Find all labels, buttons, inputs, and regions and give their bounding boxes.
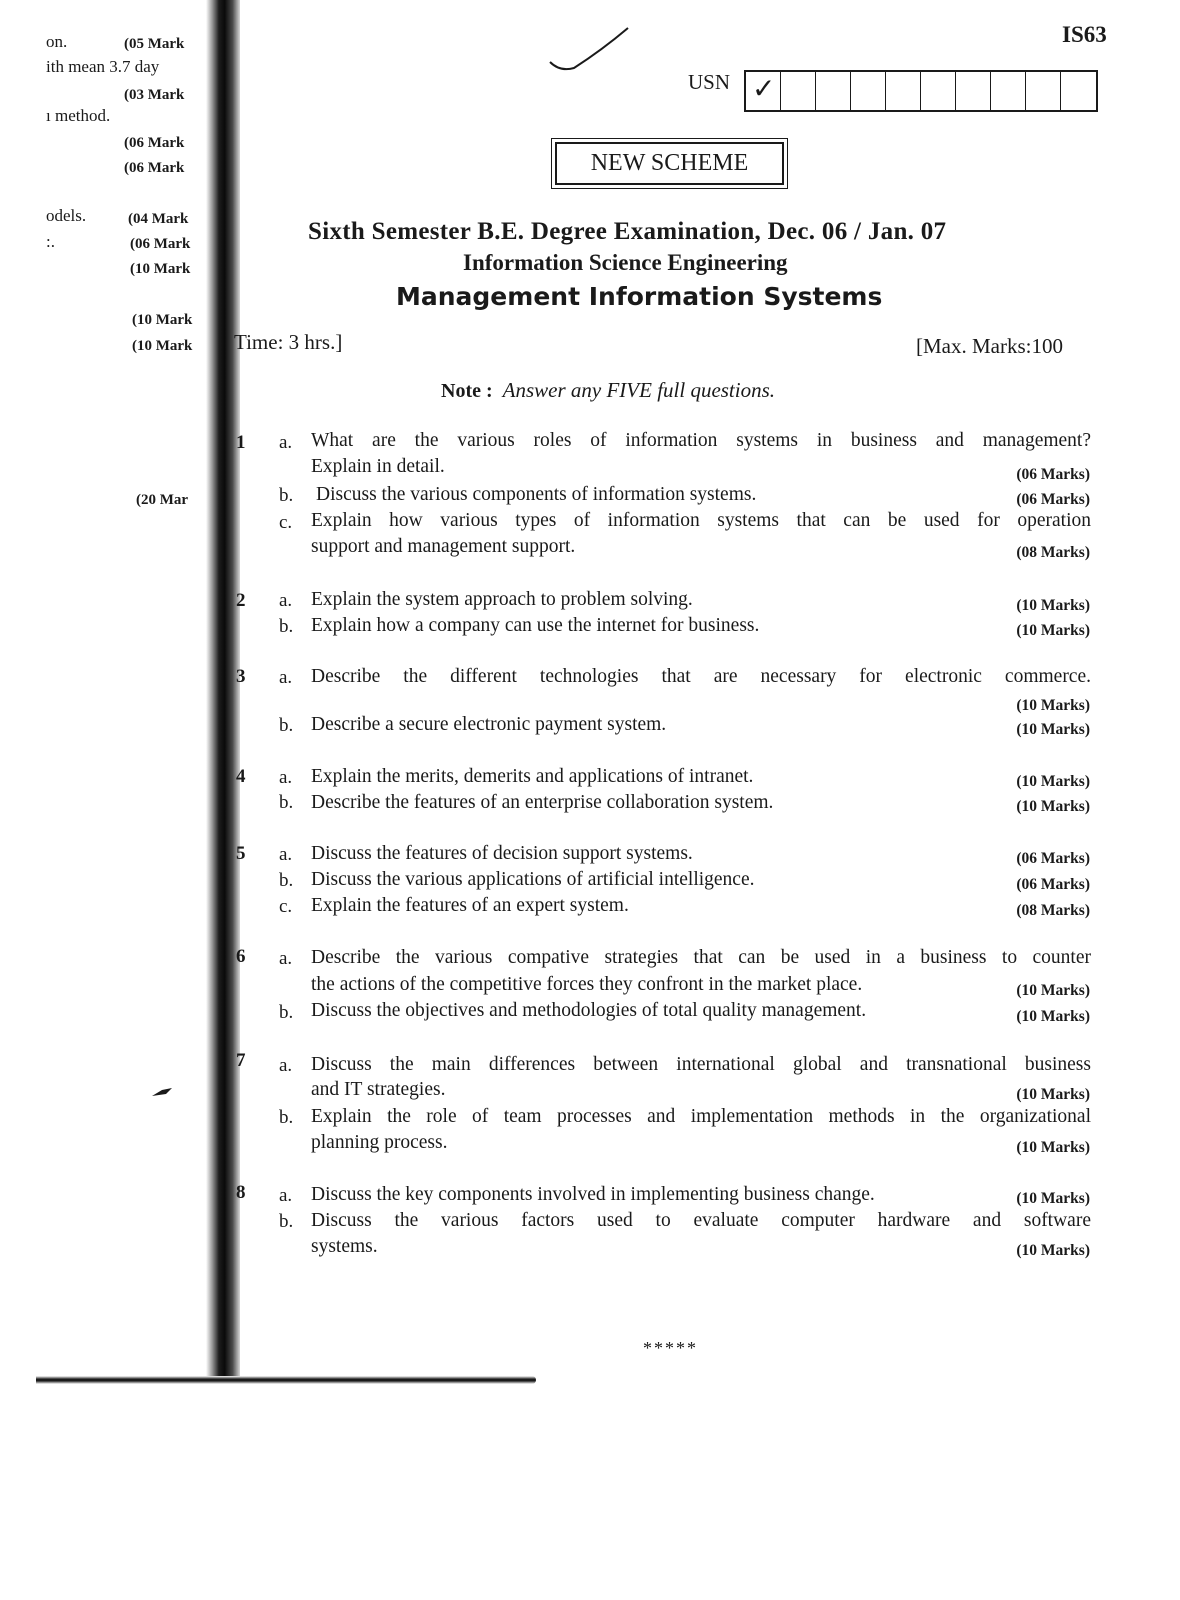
question-number: 7 <box>236 1050 246 1071</box>
part-letter: a. <box>279 667 293 688</box>
margin-text: ith mean 3.7 day <box>46 57 160 76</box>
question-text: Explain how various types of information systems that can be used for operation <box>311 510 1091 531</box>
margin-marks: (10 Mark <box>132 338 193 354</box>
marks-label: (06 Marks) <box>1016 491 1090 508</box>
question-text: Describe the features of an enterprise collaboration system. <box>311 792 774 813</box>
usn-cell[interactable] <box>921 72 956 110</box>
question-text: Explain the merits, demerits and applications of intranet. <box>311 766 754 787</box>
margin-marks: (06 Mark <box>130 236 191 252</box>
marks-label: (10 Marks) <box>1016 773 1090 790</box>
note-text: Answer any FIVE full questions. <box>502 378 776 402</box>
part-letter: b. <box>279 1107 294 1128</box>
margin-marks: (03 Mark <box>124 87 185 103</box>
margin-text: ı method. <box>46 106 111 125</box>
note <box>441 378 775 403</box>
note-label: Note : <box>441 380 493 402</box>
pen-mark-icon <box>150 1084 176 1100</box>
question-text: Discuss the main differences between international global and transnational business <box>311 1054 1091 1075</box>
exam-title: Sixth Semester B.E. Degree Examination, Dec. 06 / Jan. 07 <box>308 218 947 245</box>
question-text: Describe the various compative strategies that can be used in a business to counter <box>311 947 1091 968</box>
question-text: and IT strategies. <box>311 1079 446 1100</box>
question-number: 4 <box>236 766 246 787</box>
margin-marks: (05 Mark <box>124 36 185 52</box>
part-letter: a. <box>279 948 293 969</box>
marks-label: (08 Marks) <box>1016 544 1090 561</box>
marks-label: (10 Marks) <box>1016 1086 1090 1103</box>
part-letter: b. <box>279 485 294 506</box>
marks-label: (10 Marks) <box>1016 697 1090 714</box>
usn-boxes[interactable] <box>744 70 1098 112</box>
usn-cell[interactable] <box>781 72 816 110</box>
question-text: Explain the role of team processes and implementation methods in the organizational <box>311 1106 1091 1127</box>
part-letter: a. <box>279 432 293 453</box>
subject-title: Management Information Systems <box>396 282 883 311</box>
question-text: planning process. <box>311 1132 448 1153</box>
usn-cell[interactable] <box>851 72 886 110</box>
marks-label: (10 Marks) <box>1016 1008 1090 1025</box>
branch-title: Information Science Engineering <box>463 250 788 275</box>
margin-text: odels. <box>46 206 87 225</box>
marks-label: (10 Marks) <box>1016 1190 1090 1207</box>
question-text: Describe the different technologies that are necessary for electronic commerce. <box>311 666 1091 687</box>
part-letter: b. <box>279 1002 294 1023</box>
question-text: systems. <box>311 1236 378 1257</box>
question-number: 6 <box>236 946 246 967</box>
marks-label: (08 Marks) <box>1016 902 1090 919</box>
question-text: What are the various roles of information systems in business and management? <box>311 430 1091 451</box>
max-marks-label: [Max. Marks:100 <box>916 334 1063 358</box>
question-text: Discuss the various factors used to evaluate computer hardware and software <box>311 1210 1091 1231</box>
part-letter: b. <box>279 1211 294 1232</box>
usn-cell[interactable] <box>991 72 1026 110</box>
question-text: Explain the system approach to problem solving. <box>311 589 693 610</box>
marks-label: (10 Marks) <box>1016 721 1090 738</box>
part-letter: a. <box>279 767 293 788</box>
part-letter: c. <box>279 512 293 533</box>
margin-text: on. <box>46 32 68 51</box>
margin-marks: (10 Mark <box>130 261 191 277</box>
question-text: Explain in detail. <box>311 456 445 477</box>
question-number: 2 <box>236 590 246 611</box>
usn-cell[interactable] <box>1061 72 1096 110</box>
question-text: Explain how a company can use the internet for business. <box>311 615 760 636</box>
binding-shadow-tail <box>36 1376 536 1384</box>
usn-cell[interactable] <box>956 72 991 110</box>
usn-cell[interactable] <box>1026 72 1061 110</box>
marks-label: (06 Marks) <box>1016 850 1090 867</box>
question-text: the actions of the competitive forces they confront in the market place. <box>311 974 863 995</box>
end-stars: ***** <box>643 1338 698 1358</box>
paper-code: IS63 <box>1062 22 1107 47</box>
question-number: 1 <box>236 432 246 453</box>
usn-label: USN <box>688 70 731 94</box>
usn-cell[interactable] <box>816 72 851 110</box>
margin-marks: (06 Mark <box>124 135 185 151</box>
tick-mark-icon <box>548 26 632 74</box>
question-text: Discuss the various applications of artificial intelligence. <box>311 869 755 890</box>
marks-label: (10 Marks) <box>1016 1242 1090 1259</box>
margin-marks: (06 Mark <box>124 160 185 176</box>
part-letter: b. <box>279 616 294 637</box>
margin-text: :. <box>46 232 55 251</box>
question-text: Discuss the features of decision support systems. <box>311 843 693 864</box>
part-letter: a. <box>279 1055 293 1076</box>
marks-label: (06 Marks) <box>1016 876 1090 893</box>
time-label: Time: 3 hrs.] <box>234 330 343 354</box>
usn-check-mark: ✓ <box>752 74 776 105</box>
margin-marks: (04 Mark <box>128 211 189 227</box>
scheme-box: NEW SCHEME <box>555 142 784 185</box>
marks-label: (10 Marks) <box>1016 1139 1090 1156</box>
question-number: 5 <box>236 843 246 864</box>
question-text: Discuss the key components involved in implementing business change. <box>311 1184 875 1205</box>
part-letter: a. <box>279 1185 293 1206</box>
binding-shadow <box>206 0 240 1380</box>
usn-cell[interactable] <box>746 72 781 110</box>
marks-label: (10 Marks) <box>1016 982 1090 999</box>
usn-cell[interactable] <box>886 72 921 110</box>
margin-marks: (10 Mark <box>132 312 193 328</box>
marks-label: (10 Marks) <box>1016 622 1090 639</box>
part-letter: b. <box>279 870 294 891</box>
part-letter: b. <box>279 792 294 813</box>
question-text: Explain the features of an expert system. <box>311 895 629 916</box>
question-number: 8 <box>236 1182 246 1203</box>
question-text: support and management support. <box>311 536 576 557</box>
marks-label: (06 Marks) <box>1016 466 1090 483</box>
marks-label: (10 Marks) <box>1016 597 1090 614</box>
question-number: 3 <box>236 666 246 687</box>
part-letter: c. <box>279 896 293 917</box>
marks-label: (10 Marks) <box>1016 798 1090 815</box>
question-text: Describe a secure electronic payment system. <box>311 714 667 735</box>
part-letter: a. <box>279 590 293 611</box>
part-letter: a. <box>279 844 293 865</box>
margin-marks: (20 Mar <box>136 492 189 508</box>
question-text: Discuss the various components of information systems. <box>316 484 757 505</box>
part-letter: b. <box>279 715 294 736</box>
question-text: Discuss the objectives and methodologies of total quality management. <box>311 1000 867 1021</box>
